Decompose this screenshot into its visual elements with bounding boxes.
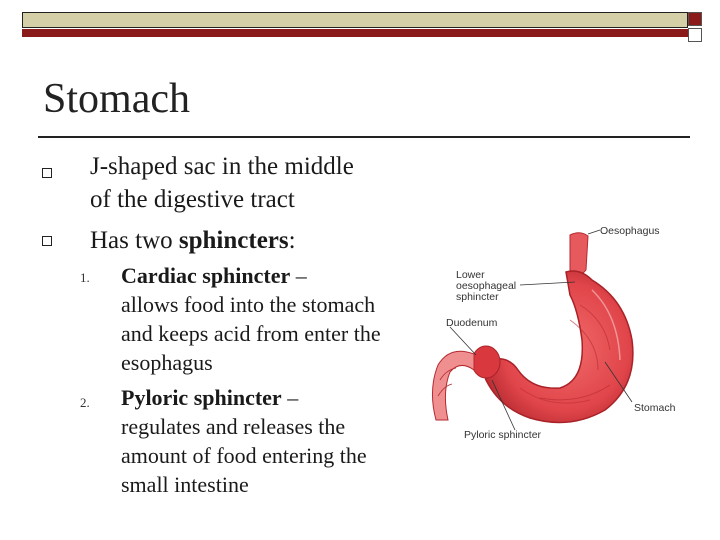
stomach-diagram <box>420 220 690 450</box>
slide-title: Stomach <box>43 76 190 122</box>
corner-box-empty <box>688 28 702 42</box>
sub-item-2 <box>121 383 367 499</box>
bullet-square-icon <box>42 168 52 178</box>
bullet-2 <box>90 224 296 257</box>
bullet-1 <box>90 150 354 216</box>
sub-item-1-line-1: allows food into the stomach <box>121 292 376 317</box>
sub-item-1-dash: – <box>290 263 307 288</box>
sub-item-2-bold: Pyloric sphincter <box>121 385 282 410</box>
stomach-illustration <box>420 220 690 450</box>
bullet-1-line-1: J-shaped sac in the middle <box>90 153 354 180</box>
sub-item-1-number: 1. <box>80 270 90 285</box>
top-decorative-bar <box>22 12 688 28</box>
sub-item-1-heading <box>121 261 381 290</box>
sub-item-2-line-3: small intestine <box>121 472 249 497</box>
bullet-2-prefix: Has two <box>90 227 179 254</box>
sub-item-1-bold: Cardiac sphincter <box>121 263 291 288</box>
label-lower-line-2: oesophageal <box>456 280 517 292</box>
bullet-2-bold: sphincters <box>178 227 289 254</box>
corner-box-filled <box>688 12 702 26</box>
sub-item-2-number: 2. <box>80 395 90 410</box>
corner-decoration <box>688 12 708 42</box>
bullet-2-suffix: : <box>288 227 296 254</box>
bullet-1-line-2: of the digestive tract <box>90 186 295 213</box>
sub-item-1-line-2: and keeps acid from enter the <box>121 321 381 346</box>
label-lower-oesophageal-sphincter <box>456 270 516 303</box>
sub-item-2-line-2: amount of food entering the <box>121 443 367 468</box>
label-pyloric-sphincter: Pyloric sphincter <box>464 429 542 441</box>
sub-item-2-dash: – <box>281 385 299 410</box>
bullet-square-icon <box>42 236 52 246</box>
sub-item-2-line-1: regulates and releases the <box>121 414 346 439</box>
label-duodenum: Duodenum <box>446 317 498 329</box>
sub-item-1 <box>121 261 381 377</box>
title-underline <box>38 136 690 138</box>
label-lower-line-1: Lower <box>456 269 485 281</box>
label-lower-line-3: sphincter <box>456 291 499 303</box>
top-red-strip <box>22 29 688 37</box>
label-stomach: Stomach <box>634 402 676 414</box>
sub-item-1-line-3: esophagus <box>121 350 213 375</box>
label-oesophagus: Oesophagus <box>600 225 660 237</box>
sub-item-2-heading <box>121 383 367 412</box>
